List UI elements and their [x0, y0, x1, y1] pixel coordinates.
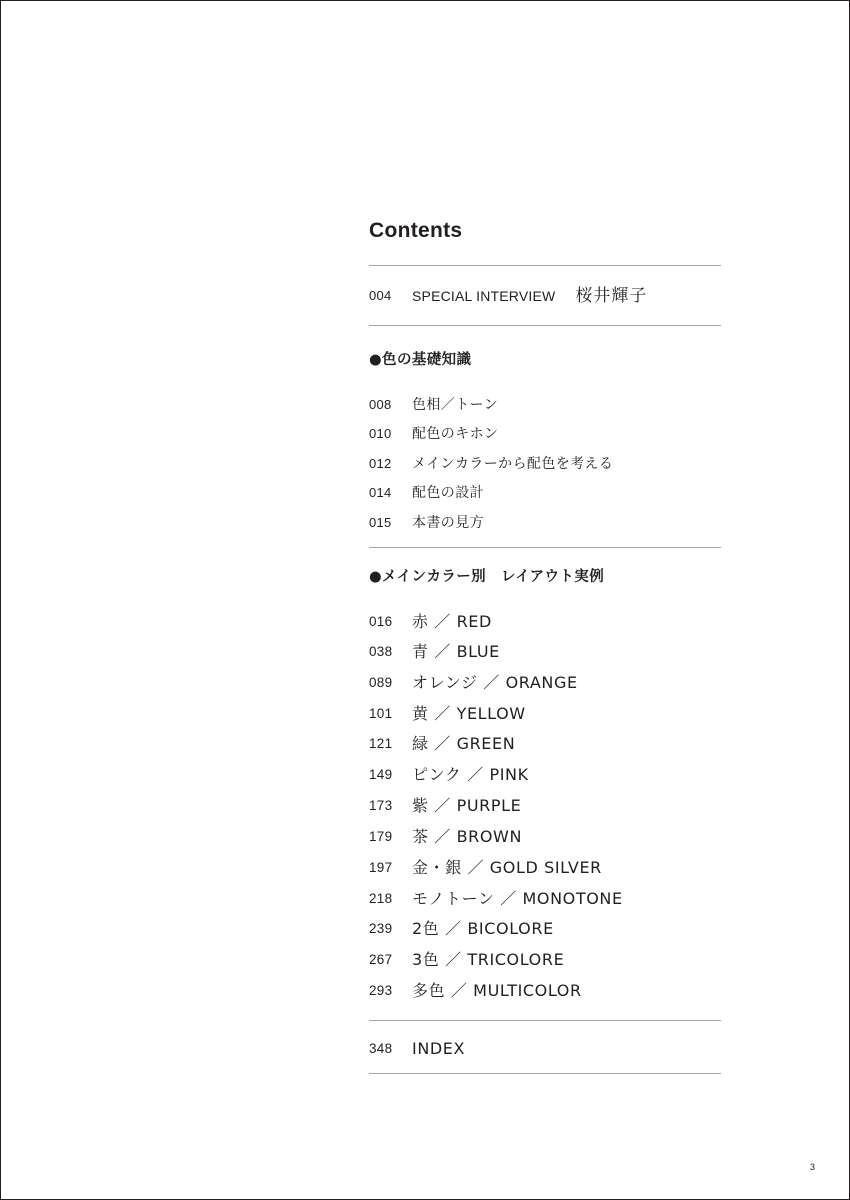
- interviewee-name: 桜井輝子: [575, 286, 648, 306]
- page-number-label: 179: [369, 829, 393, 844]
- entry-label: 配色のキホン: [412, 426, 499, 442]
- toc-entry[interactable]: [369, 888, 623, 910]
- toc-entry[interactable]: [369, 641, 500, 663]
- toc-entry-index[interactable]: [369, 1038, 465, 1060]
- page-number-label: 239: [369, 921, 393, 936]
- entry-label: INDEX: [412, 1039, 466, 1058]
- entry-label: 2色 ／ BICOLORE: [412, 919, 554, 938]
- page-number-label: 121: [369, 736, 393, 751]
- toc-entry[interactable]: [369, 949, 564, 971]
- entry-label: 茶 ／ BROWN: [412, 827, 523, 846]
- entry-label: 赤 ／ RED: [412, 612, 492, 631]
- page-number-label: 101: [369, 706, 393, 721]
- entry-label: オレンジ ／ ORANGE: [412, 673, 578, 692]
- toc-entry[interactable]: [369, 795, 521, 817]
- divider: [369, 265, 721, 266]
- toc-entry[interactable]: [369, 857, 602, 879]
- toc-entry[interactable]: [369, 826, 522, 848]
- entry-label: 紫 ／ PURPLE: [412, 796, 522, 815]
- toc-entry[interactable]: [369, 733, 515, 755]
- toc-entry[interactable]: [369, 918, 554, 940]
- toc-entry[interactable]: [369, 611, 492, 633]
- toc-entry[interactable]: [369, 423, 498, 445]
- page-number-label: 014: [369, 485, 392, 500]
- toc-entry-special-interview[interactable]: [369, 285, 647, 307]
- entry-label: SPECIAL INTERVIEW: [412, 288, 556, 304]
- page-number-label: 004: [369, 288, 392, 303]
- toc-entry[interactable]: [369, 453, 613, 475]
- entry-label: 色相／トーン: [412, 397, 499, 413]
- entry-label: 黄 ／ YELLOW: [412, 704, 526, 723]
- toc-entry[interactable]: [369, 703, 526, 725]
- page-number-label: 089: [369, 675, 393, 690]
- entry-label: 配色の設計: [412, 485, 484, 501]
- section-heading-layout-examples: ●メインカラー別 レイアウト実例: [369, 569, 605, 585]
- divider: [369, 1073, 721, 1074]
- contents-title: Contents: [369, 219, 463, 242]
- entry-label: メインカラーから配色を考える: [412, 456, 614, 472]
- toc-entry[interactable]: [369, 764, 529, 786]
- page-number-label: 197: [369, 860, 393, 875]
- page-number-label: 038: [369, 644, 393, 659]
- page-number-label: 015: [369, 515, 392, 530]
- section-heading-color-basics: ●色の基礎知識: [369, 352, 472, 368]
- page-number-label: 267: [369, 952, 393, 967]
- page-number-label: 016: [369, 614, 393, 629]
- entry-label: 本書の見方: [412, 515, 484, 531]
- divider: [369, 547, 721, 548]
- divider: [369, 1020, 721, 1021]
- toc-entry[interactable]: [369, 394, 498, 416]
- page-number-label: 293: [369, 983, 393, 998]
- page-number-label: 149: [369, 767, 393, 782]
- entry-label: モノトーン ／ MONOTONE: [412, 889, 623, 908]
- toc-entry[interactable]: [369, 512, 484, 534]
- entry-label: 金・銀 ／ GOLD SILVER: [412, 858, 602, 877]
- entry-label: 3色 ／ TRICOLORE: [412, 950, 565, 969]
- entry-label: 緑 ／ GREEN: [412, 734, 516, 753]
- toc-entry[interactable]: [369, 672, 578, 694]
- folio-page-number: 3: [810, 1162, 816, 1172]
- entry-label: 多色 ／ MULTICOLOR: [412, 981, 582, 1000]
- page-number-label: 218: [369, 891, 393, 906]
- toc-entry[interactable]: [369, 482, 484, 504]
- entry-label: 青 ／ BLUE: [412, 642, 500, 661]
- page-number-label: 173: [369, 798, 393, 813]
- page-number-label: 010: [369, 426, 392, 441]
- divider: [369, 325, 721, 326]
- entry-label: ピンク ／ PINK: [412, 765, 529, 784]
- page-number-label: 008: [369, 397, 392, 412]
- page-number-label: 348: [369, 1041, 393, 1056]
- toc-entry[interactable]: [369, 980, 582, 1002]
- page-number-label: 012: [369, 456, 392, 471]
